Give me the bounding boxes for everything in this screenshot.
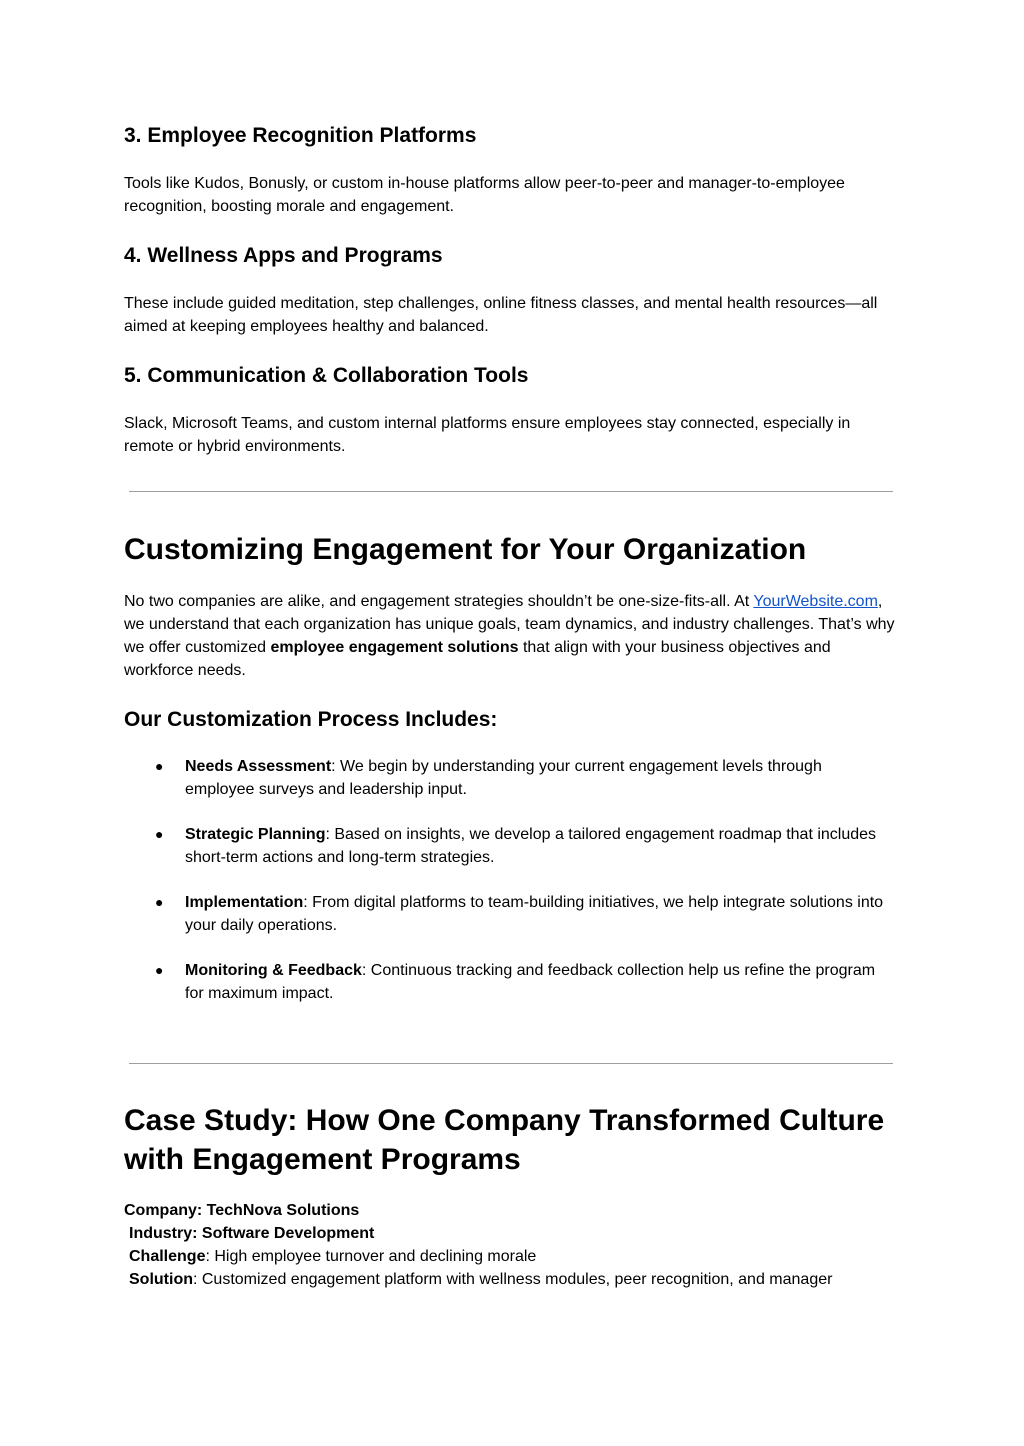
- website-link[interactable]: YourWebsite.com: [753, 593, 878, 610]
- industry-label: Industry: Software Development: [129, 1225, 375, 1242]
- intro-text-end: that align with your business objectives and workforce needs.: [124, 639, 831, 679]
- intro-bold-phrase: employee engagement solutions: [270, 639, 519, 656]
- customizing-title: Customizing Engagement for Your Organization: [124, 533, 807, 566]
- list-item-monitoring-feedback: [155, 959, 885, 1005]
- list-item-text: : From digital platforms to team-building initiatives, we help integrate solutions into your daily operations.: [185, 894, 884, 934]
- divider-2: [129, 1063, 893, 1064]
- section-heading-wellness: 4. Wellness Apps and Programs: [124, 244, 443, 267]
- list-item-needs-assessment: [155, 755, 885, 801]
- intro-text-middle: , we understand that each organization has unique goals, team dynamics, and industry challenges. That’s why we offer customized: [124, 593, 895, 656]
- bullet-icon: ●: [155, 962, 164, 978]
- challenge-label: Challenge: [129, 1248, 206, 1265]
- bullet-icon: ●: [155, 826, 164, 842]
- customizing-intro: [124, 590, 904, 682]
- case-study-title: Case Study: How One Company Transformed Culture with Engagement Programs: [124, 1104, 885, 1176]
- list-item-implementation: [155, 891, 885, 937]
- section-text-wellness: These include guided meditation, step challenges, online fitness classes, and mental health resources—all aimed at keeping employees healthy and balanced.: [124, 295, 878, 335]
- process-heading: Our Customization Process Includes:: [124, 708, 498, 731]
- intro-text-start: No two companies are alike, and engagement strategies shouldn’t be one-size-fits-all. At: [124, 593, 754, 610]
- divider-1: [129, 491, 893, 492]
- list-item-strategic-planning: [155, 823, 885, 869]
- list-item-text: : Continuous tracking and feedback collection help us refine the program for maximum impact.: [185, 962, 876, 1002]
- section-heading-communication: 5. Communication & Collaboration Tools: [124, 364, 529, 387]
- list-item-label: Monitoring & Feedback: [185, 962, 362, 979]
- bullet-icon: ●: [155, 758, 164, 774]
- case-study-challenge: [129, 1245, 536, 1268]
- section-text-recognition: Tools like Kudos, Bonusly, or custom in-house platforms allow peer-to-peer and manager-to-employee recognition, boosting morale and engagement.: [124, 175, 845, 215]
- case-study-solution: [129, 1268, 832, 1291]
- case-study-company: [124, 1199, 359, 1222]
- bullet-icon: ●: [155, 894, 164, 910]
- section-heading-recognition: 3. Employee Recognition Platforms: [124, 124, 477, 147]
- solution-text: : Customized engagement platform with wellness modules, peer recognition, and manager: [192, 1271, 833, 1288]
- case-study-industry: [129, 1222, 374, 1245]
- list-item-label: Needs Assessment: [185, 758, 332, 775]
- company-label: Company: TechNova Solutions: [124, 1202, 360, 1219]
- challenge-text: : High employee turnover and declining morale: [205, 1248, 537, 1265]
- list-item-label: Implementation: [185, 894, 304, 911]
- list-item-text: : Based on insights, we develop a tailored engagement roadmap that includes short-term actions and long-term strategies.: [185, 826, 877, 866]
- list-item-label: Strategic Planning: [185, 826, 326, 843]
- solution-label: Solution: [129, 1271, 193, 1288]
- list-item-text: : We begin by understanding your current engagement levels through employee surveys and leadership input.: [185, 758, 822, 798]
- section-text-communication: Slack, Microsoft Teams, and custom internal platforms ensure employees stay connected, especially in remote or hybrid environments.: [124, 415, 851, 455]
